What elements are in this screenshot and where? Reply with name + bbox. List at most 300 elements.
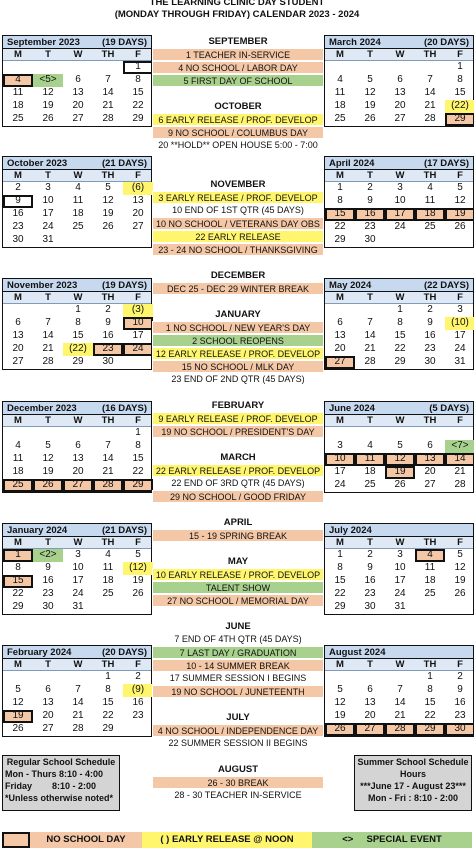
day-cell: 10 <box>123 317 153 330</box>
day-cell: 18 <box>424 575 436 586</box>
month-calendar <box>324 156 474 248</box>
day-cell: 14 <box>364 330 376 341</box>
day-cell: 5 <box>397 440 403 451</box>
weekday-label: W <box>73 659 83 670</box>
event-item: 3 EARLY RELEASE / PROF. DEVELOP <box>152 191 324 204</box>
weekday-header <box>325 415 473 427</box>
day-cell: 8 <box>427 684 433 695</box>
day-cell: 2 <box>427 304 433 315</box>
day-cell: 11 <box>72 195 84 206</box>
day-cell: 16 <box>12 208 24 219</box>
month-heading: MAY <box>227 556 249 567</box>
week-row <box>325 562 473 575</box>
day-cell: 8 <box>105 684 111 695</box>
day-cell: 13 <box>72 453 84 464</box>
weekday-label: M <box>14 292 22 303</box>
day-cell: 19 <box>385 466 415 479</box>
event-item <box>152 152 324 165</box>
day-cell: 19 <box>445 208 474 221</box>
day-cell: 23 <box>364 221 376 232</box>
day-cell: 26 <box>12 723 24 734</box>
day-cell <box>445 427 474 440</box>
weekday-label: W <box>395 170 405 181</box>
month-header <box>325 524 473 537</box>
day-cell: 4 <box>15 440 21 451</box>
month-name: February 2024 <box>7 646 72 658</box>
day-cell: 24 <box>454 343 466 354</box>
week-row <box>3 710 151 723</box>
month-name: August 2024 <box>329 646 386 658</box>
week-row <box>325 710 473 723</box>
week-row <box>3 221 151 234</box>
day-cell: 22 <box>334 221 346 232</box>
weekday-label: TH <box>101 415 115 426</box>
month-header <box>325 646 473 659</box>
week-row <box>3 182 151 195</box>
day-cell <box>415 427 445 440</box>
day-cell: 20 <box>72 466 84 477</box>
day-cell: 21 <box>424 100 436 111</box>
event-item: 9 EARLY RELEASE / PROF. DEVELOP <box>152 412 324 425</box>
day-cell: 29 <box>12 601 24 612</box>
event-item: 15 - 19 SPRING BREAK <box>152 529 324 542</box>
day-cell: 3 <box>397 549 403 560</box>
day-cell: 15 <box>424 697 436 708</box>
event-item: 29 NO SCHOOL / GOOD FRIDAY <box>152 490 324 503</box>
week-row <box>3 100 151 113</box>
event-item <box>152 165 324 178</box>
weekday-label: F <box>457 415 463 426</box>
day-cell: 5 <box>45 440 51 451</box>
month-calendar <box>2 645 152 737</box>
day-cell: 7 <box>105 74 111 85</box>
summer-schedule-line2: ***June 17 - August 23*** <box>360 781 466 791</box>
day-cell: 29 <box>415 723 445 736</box>
day-cell <box>415 61 445 74</box>
month-heading: JANUARY <box>215 309 261 320</box>
week-row <box>3 87 151 100</box>
month-header <box>3 36 151 49</box>
weekday-header <box>3 537 151 549</box>
weekday-label: M <box>14 170 22 181</box>
weekday-label: M <box>336 170 344 181</box>
week-row <box>325 453 473 466</box>
week-row <box>325 549 473 562</box>
day-cell: 20 <box>12 343 24 354</box>
event-item: 23 - 24 NO SCHOOL / THANKSGIVING <box>152 243 324 256</box>
event-item <box>152 503 324 516</box>
event-item: 15 NO SCHOOL / MLK DAY <box>152 360 324 373</box>
event-item: DEC 25 - DEC 29 WINTER BREAK <box>152 282 324 295</box>
weekday-label: TH <box>101 170 115 181</box>
regular-schedule-line1: Mon - Thurs 8:10 - 4:00 <box>5 769 104 779</box>
weekday-label: F <box>457 659 463 670</box>
event-item: TALENT SHOW <box>152 581 324 594</box>
weekday-label: F <box>457 49 463 60</box>
week-row <box>325 440 473 453</box>
week-row <box>3 562 151 575</box>
day-cell: 23 <box>132 710 144 721</box>
day-cell: 20 <box>334 343 346 354</box>
day-cell: 8 <box>397 317 403 328</box>
day-cell <box>123 601 153 614</box>
day-cell: 28 <box>424 113 436 124</box>
day-cell: 27 <box>325 356 355 369</box>
event-item: 7 LAST DAY / GRADUATION <box>152 646 324 659</box>
summer-schedule-box <box>354 755 472 811</box>
day-cell <box>123 723 153 736</box>
day-cell: 13 <box>42 697 54 708</box>
day-cell: 24 <box>394 221 406 232</box>
event-item: 4 NO SCHOOL / INDEPENDENCE DAY <box>152 724 324 737</box>
day-cell: 13 <box>415 453 445 466</box>
day-cell: 23 <box>454 710 466 721</box>
weekday-label: TH <box>101 49 115 60</box>
day-cell: 15 <box>3 575 33 588</box>
month-name: July 2024 <box>329 524 372 536</box>
day-cell: 22 <box>132 100 144 111</box>
week-row <box>325 588 473 601</box>
day-cell: 14 <box>424 87 436 98</box>
month-day-count: (16 DAYS) <box>101 402 147 414</box>
day-cell: 30 <box>364 234 376 245</box>
month-day-count: (5 DAYS) <box>429 402 469 414</box>
day-cell <box>33 304 63 317</box>
day-cell: 14 <box>42 330 54 341</box>
weekday-header <box>325 292 473 304</box>
weekday-header <box>3 49 151 61</box>
month-heading: DECEMBER <box>210 270 266 281</box>
month-heading: JULY <box>226 712 250 723</box>
day-cell: 16 <box>364 575 376 586</box>
day-cell: 2 <box>367 182 373 193</box>
week-row <box>3 330 151 343</box>
day-cell <box>33 61 63 74</box>
day-cell: 2 <box>457 671 463 682</box>
week-row <box>3 723 151 736</box>
day-cell: 3 <box>457 304 463 315</box>
week-row <box>3 684 151 697</box>
legend-no-school: NO SCHOOL DAY <box>30 832 142 848</box>
day-cell: 14 <box>72 697 84 708</box>
day-cell: 8 <box>135 74 141 85</box>
day-cell: 6 <box>427 440 433 451</box>
month-header <box>3 646 151 659</box>
month-calendar <box>2 156 152 248</box>
month-header <box>325 157 473 170</box>
weekday-label: W <box>395 659 405 670</box>
weekday-label: T <box>45 292 51 303</box>
day-cell: 29 <box>132 113 144 124</box>
day-cell: 4 <box>105 549 111 560</box>
day-cell <box>325 304 355 317</box>
weekday-label: F <box>457 537 463 548</box>
event-item: 10 EARLY RELEASE / PROF. DEVELOP <box>152 568 324 581</box>
day-cell: 15 <box>334 575 346 586</box>
day-cell: 17 <box>385 208 415 221</box>
summer-schedule-line3: Mon - Fri : 8:10 - 2:00 <box>367 793 458 803</box>
week-row <box>3 466 151 479</box>
weekday-label: M <box>336 49 344 60</box>
weekday-label: T <box>45 415 51 426</box>
day-cell: 15 <box>132 453 144 464</box>
day-cell: 10 <box>394 195 406 206</box>
day-cell: 29 <box>72 356 84 367</box>
week-row <box>3 697 151 710</box>
day-cell: 20 <box>132 208 144 219</box>
day-cell: 19 <box>102 208 114 219</box>
month-header <box>3 279 151 292</box>
event-item: 28 - 30 TEACHER IN-SERVICE <box>174 790 302 800</box>
day-cell: 15 <box>454 87 466 98</box>
event-item: 19 NO SCHOOL / PRESIDENT'S DAY <box>152 425 324 438</box>
day-cell <box>3 671 33 684</box>
day-cell: 29 <box>123 479 153 492</box>
day-cell: 26 <box>33 479 63 492</box>
day-cell: 19 <box>364 100 376 111</box>
week-row <box>325 221 473 234</box>
day-cell: 28 <box>93 479 123 492</box>
day-cell: 14 <box>445 453 474 466</box>
day-cell: 17 <box>454 330 466 341</box>
day-cell: 25 <box>3 479 33 492</box>
day-cell: 13 <box>334 330 346 341</box>
day-cell: 9 <box>367 195 373 206</box>
month-name: June 2024 <box>329 402 375 414</box>
day-cell <box>385 234 415 247</box>
month-heading: SEPTEMBER <box>208 36 268 47</box>
day-cell: 18 <box>12 466 24 477</box>
day-cell <box>355 671 385 684</box>
month-name: March 2024 <box>329 36 381 48</box>
day-cell: 20 <box>394 100 406 111</box>
day-cell: 26 <box>325 723 355 736</box>
day-cell: 21 <box>394 710 406 721</box>
week-row <box>3 671 151 684</box>
week-row <box>3 74 151 87</box>
month-calendar <box>324 523 474 615</box>
day-cell: 8 <box>75 317 81 328</box>
week-row <box>3 479 151 492</box>
day-cell: 1 <box>337 549 343 560</box>
day-cell: 25 <box>424 588 436 599</box>
day-cell: 26 <box>394 479 406 490</box>
day-cell: 6 <box>367 684 373 695</box>
month-heading: NOVEMBER <box>210 179 266 190</box>
week-row <box>3 113 151 126</box>
week-row <box>3 601 151 614</box>
event-item: 9 NO SCHOOL / COLUMBUS DAY <box>152 126 324 139</box>
day-cell: 17 <box>394 575 406 586</box>
day-cell: 31 <box>42 234 54 245</box>
day-cell: 11 <box>355 453 385 466</box>
day-cell: (9) <box>123 684 153 697</box>
day-cell: (22) <box>445 100 474 113</box>
weekday-label: W <box>73 292 83 303</box>
event-item: 1 NO SCHOOL / NEW YEAR'S DAY <box>152 321 324 334</box>
event-item: 10 END OF 1ST QTR (45 DAYS) <box>172 205 304 215</box>
event-item: 22 END OF 3RD QTR (45 DAYS) <box>171 478 305 488</box>
day-cell: 26 <box>454 588 466 599</box>
weekday-header <box>3 659 151 671</box>
day-cell: 7 <box>427 74 433 85</box>
day-cell: 24 <box>123 343 153 356</box>
day-cell: 2 <box>15 182 21 193</box>
day-cell: 1 <box>75 304 81 315</box>
event-item <box>152 295 324 308</box>
event-item: 2 SCHOOL REOPENS <box>152 334 324 347</box>
day-cell: 22 <box>394 343 406 354</box>
event-item <box>152 750 324 763</box>
day-cell: 19 <box>454 575 466 586</box>
event-item: 10 - 14 SUMMER BREAK <box>152 659 324 672</box>
day-cell: 1 <box>105 671 111 682</box>
day-cell: 6 <box>45 684 51 695</box>
day-cell <box>33 671 63 684</box>
day-cell: 20 <box>364 710 376 721</box>
day-cell: 14 <box>102 453 114 464</box>
day-cell: 25 <box>72 221 84 232</box>
regular-schedule-title: Regular School Schedule <box>6 757 116 767</box>
weekday-header <box>3 292 151 304</box>
day-cell: 11 <box>12 87 24 98</box>
day-cell: 18 <box>102 575 114 586</box>
month-calendar <box>2 401 152 493</box>
day-cell <box>355 61 385 74</box>
week-row <box>325 74 473 87</box>
day-cell: 27 <box>63 479 93 492</box>
day-cell: 16 <box>42 575 54 586</box>
weekday-header <box>325 537 473 549</box>
day-cell: 21 <box>42 343 54 354</box>
month-calendar <box>324 645 474 737</box>
week-row <box>3 304 151 317</box>
day-cell: 25 <box>424 221 436 232</box>
day-cell: 8 <box>337 195 343 206</box>
day-cell: 12 <box>42 87 54 98</box>
day-cell: 1 <box>337 182 343 193</box>
day-cell: 1 <box>397 304 403 315</box>
day-cell: 5 <box>337 684 343 695</box>
day-cell: 9 <box>3 195 33 208</box>
day-cell: 12 <box>385 453 415 466</box>
event-item: 19 NO SCHOOL / JUNETEENTH <box>152 685 324 698</box>
day-cell: 19 <box>3 710 33 723</box>
day-cell <box>355 304 385 317</box>
weekday-label: TH <box>423 415 437 426</box>
weekday-label: TH <box>423 537 437 548</box>
weekday-label: T <box>367 49 373 60</box>
day-cell: 27 <box>42 723 54 734</box>
day-cell <box>385 671 415 684</box>
day-cell: 12 <box>334 697 346 708</box>
month-day-count: (21 DAYS) <box>101 524 147 536</box>
day-cell: 21 <box>102 466 114 477</box>
day-cell: 22 <box>334 588 346 599</box>
day-cell: 27 <box>72 113 84 124</box>
day-cell: 29 <box>334 601 346 612</box>
day-cell: 15 <box>394 330 406 341</box>
month-calendar <box>324 401 474 493</box>
legend-early-release: ( ) EARLY RELEASE @ NOON <box>142 832 312 848</box>
week-row <box>325 234 473 247</box>
day-cell: 30 <box>445 723 474 736</box>
day-cell: <7> <box>445 440 474 453</box>
weekday-header <box>325 49 473 61</box>
day-cell: 21 <box>102 100 114 111</box>
day-cell <box>63 234 93 247</box>
day-cell: 25 <box>12 113 24 124</box>
day-cell: 31 <box>394 601 406 612</box>
day-cell: 3 <box>397 182 403 193</box>
day-cell: (22) <box>63 343 93 356</box>
day-cell <box>325 671 355 684</box>
weekday-label: W <box>395 292 405 303</box>
month-header <box>325 402 473 415</box>
day-cell: 9 <box>427 317 433 328</box>
day-cell: 26 <box>132 588 144 599</box>
weekday-label: M <box>336 659 344 670</box>
day-cell: 27 <box>424 479 436 490</box>
day-cell: 10 <box>72 562 84 573</box>
day-cell: 21 <box>364 343 376 354</box>
day-cell: 5 <box>367 74 373 85</box>
week-row <box>325 317 473 330</box>
month-heading: JUNE <box>225 621 251 632</box>
day-cell <box>123 234 153 247</box>
week-row <box>3 234 151 247</box>
day-cell: 9 <box>105 317 111 328</box>
day-cell: 13 <box>394 87 406 98</box>
day-cell: 8 <box>457 74 463 85</box>
day-cell: 4 <box>75 182 81 193</box>
day-cell: 26 <box>42 113 54 124</box>
day-cell: 15 <box>132 87 144 98</box>
day-cell: 25 <box>364 479 376 490</box>
weekday-label: F <box>135 170 141 181</box>
day-cell: 2 <box>105 304 111 315</box>
weekday-label: T <box>367 292 373 303</box>
day-cell: 10 <box>394 562 406 573</box>
month-day-count: (22 DAYS) <box>423 279 469 291</box>
day-cell <box>325 61 355 74</box>
month-name: May 2024 <box>329 279 372 291</box>
month-day-count: (21 DAYS) <box>101 157 147 169</box>
day-cell: 10 <box>42 195 54 206</box>
month-calendar <box>2 523 152 615</box>
weekday-label: F <box>457 292 463 303</box>
week-row <box>325 356 473 369</box>
day-cell: 27 <box>394 113 406 124</box>
weekday-label: W <box>395 49 405 60</box>
day-cell: 24 <box>394 588 406 599</box>
weekday-label: T <box>367 415 373 426</box>
day-cell: 23 <box>93 343 123 356</box>
day-cell: 16 <box>355 208 385 221</box>
event-item: 22 SUMMER SESSION II BEGINS <box>168 738 308 748</box>
event-item: 26 - 30 BREAK <box>152 776 324 789</box>
week-row <box>325 466 473 479</box>
event-item: 22 EARLY RELEASE <box>152 230 324 243</box>
month-day-count: (20 DAYS) <box>101 646 147 658</box>
event-item <box>152 256 324 269</box>
weekday-label: TH <box>101 659 115 670</box>
week-row <box>3 356 151 369</box>
event-item: 17 SUMMER SESSION I BEGINS <box>169 673 307 683</box>
day-cell: 4 <box>427 182 433 193</box>
month-name: April 2024 <box>329 157 375 169</box>
regular-schedule-box <box>2 755 120 811</box>
